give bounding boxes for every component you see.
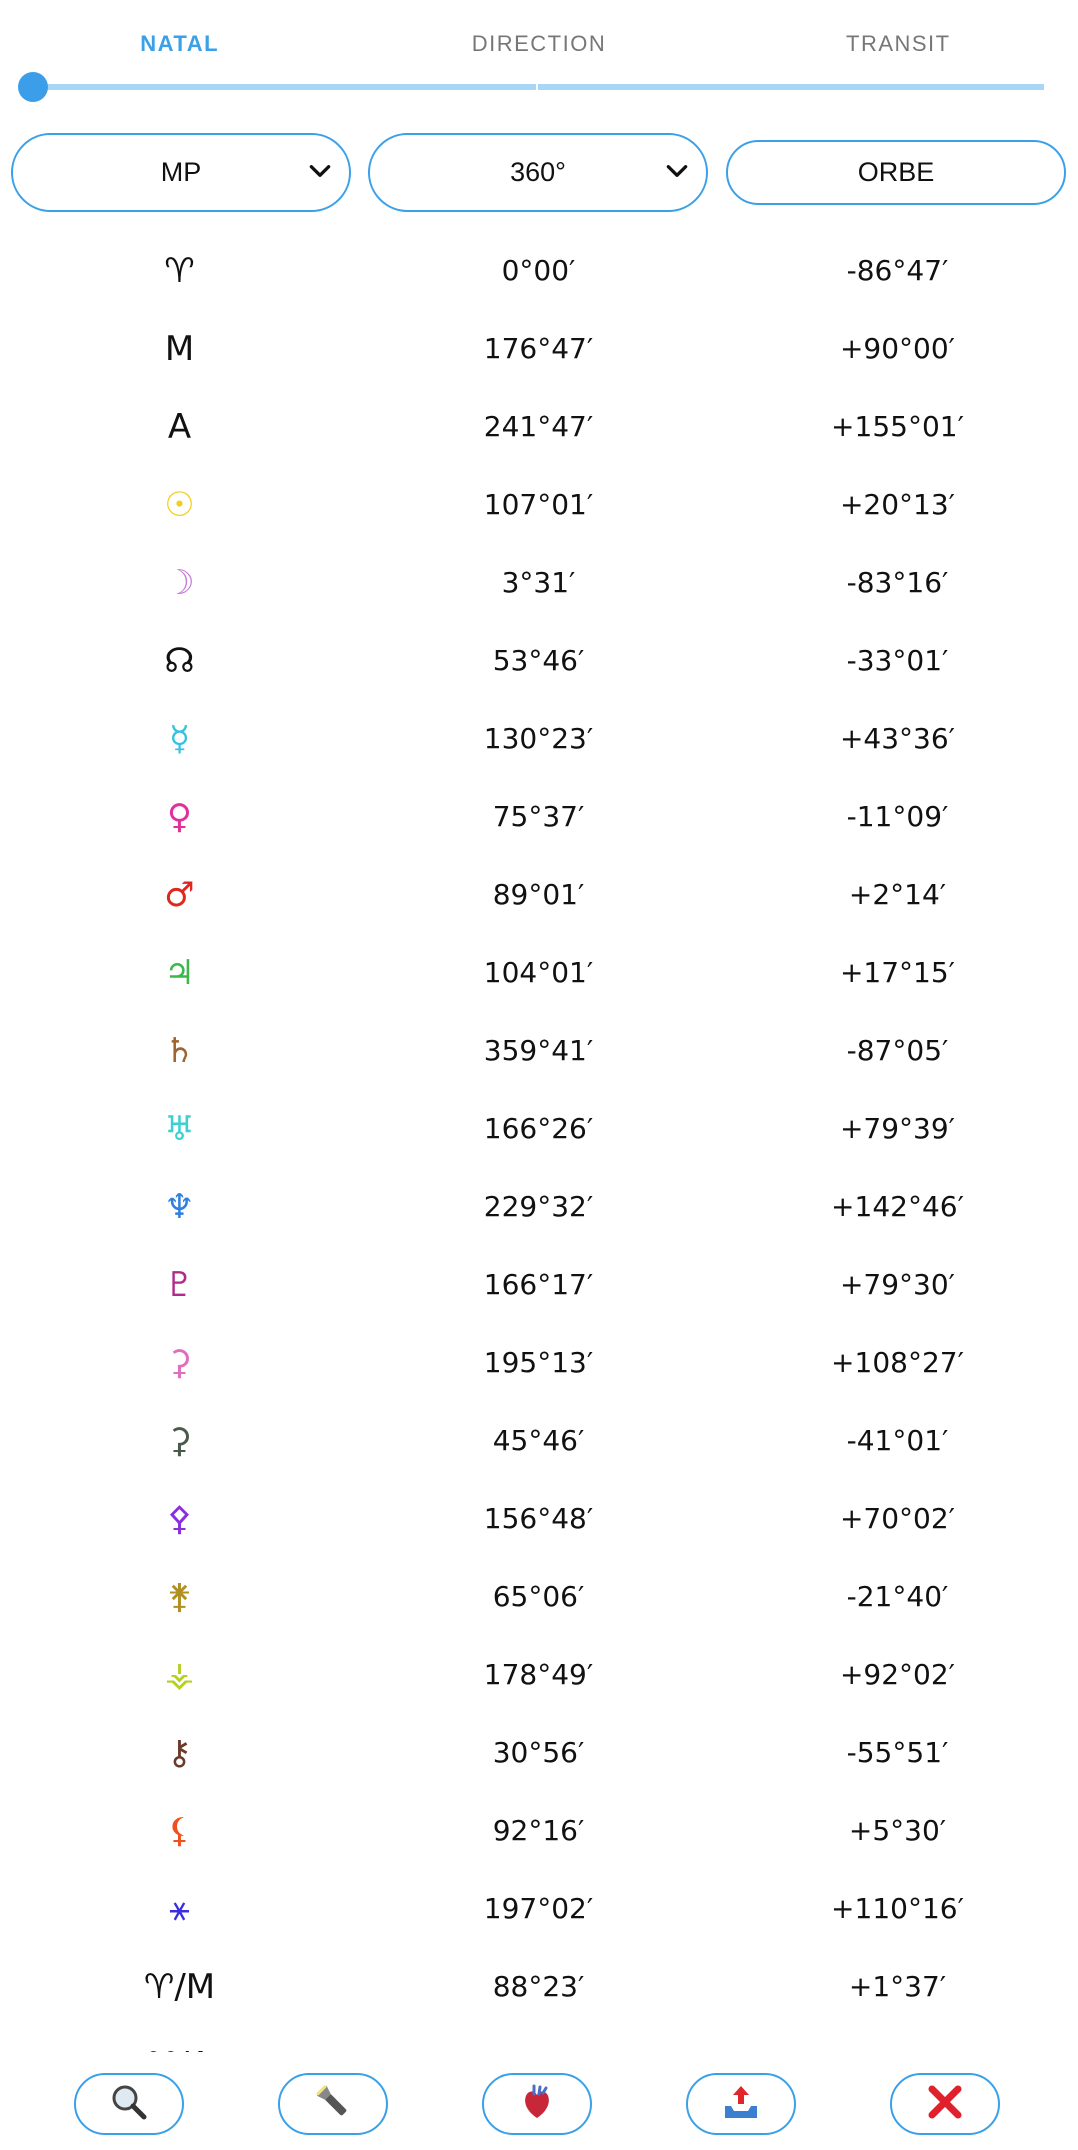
table-row[interactable] — [0, 934, 1078, 1012]
tab-direction[interactable]: DIRECTION — [471, 31, 607, 56]
table-row[interactable] — [0, 1324, 1078, 1402]
planet-symbol: ☊ — [164, 641, 195, 681]
orbe-value: +5°30′ — [848, 1814, 947, 1847]
planet-symbol: ⚷ — [167, 1733, 192, 1773]
orbe-value: +17°15′ — [839, 956, 956, 989]
orbe-value: -21°40′ — [846, 1580, 949, 1613]
table-row[interactable] — [0, 700, 1078, 778]
table-row[interactable] — [0, 1168, 1078, 1246]
table-row[interactable] — [0, 1480, 1078, 1558]
position-value: 166°26′ — [483, 1112, 594, 1145]
orbe-button[interactable] — [726, 140, 1066, 205]
planet-symbol: ☿ — [169, 719, 190, 759]
table-row[interactable] — [0, 1246, 1078, 1324]
table-row[interactable] — [0, 1636, 1078, 1714]
table-row[interactable] — [0, 1402, 1078, 1480]
position-value: 359°41′ — [483, 1034, 594, 1067]
slider-thumb[interactable] — [18, 72, 48, 102]
table-row[interactable] — [0, 1714, 1078, 1792]
planet-symbol: A — [167, 407, 192, 447]
position-value: 75°37′ — [492, 800, 585, 833]
planet-symbol: ♇ — [164, 1265, 195, 1305]
orbe-button-label: ORBE — [857, 157, 935, 187]
position-value: 130°23′ — [483, 722, 594, 755]
orbe-value: +90°00′ — [839, 332, 956, 365]
position-value: 89°01′ — [492, 878, 585, 911]
position-value: 229°32′ — [483, 1190, 594, 1223]
positions-table — [0, 232, 1078, 2052]
table-row[interactable] — [0, 1558, 1078, 1636]
tab-natal[interactable]: NATAL — [140, 31, 220, 56]
orbe-value: +79°39′ — [839, 1112, 956, 1145]
slider-tick — [1044, 84, 1046, 90]
position-value: 3°31′ — [501, 566, 576, 599]
orbe-value: -86°47′ — [846, 254, 949, 287]
position-value: 0°00′ — [501, 254, 576, 287]
position-value: 53°46′ — [492, 644, 585, 677]
flashlight-icon — [313, 2082, 353, 2126]
anatomical-heart-icon — [517, 2082, 557, 2126]
planet-symbol: ⚶ — [165, 1655, 194, 1695]
degrees-select-value: 360° — [510, 157, 566, 187]
export-button[interactable] — [686, 2073, 796, 2135]
planet-symbol: ☉ — [164, 485, 195, 525]
system-select-value: MP — [160, 157, 202, 187]
planet-symbol: ♈︎ — [164, 251, 195, 291]
position-value: 45°46′ — [492, 1424, 585, 1457]
degrees-select[interactable] — [368, 133, 708, 212]
position-value: 197°02′ — [483, 1892, 594, 1925]
position-value: 104°01′ — [483, 956, 594, 989]
orbe-value: +110°16′ — [831, 1892, 964, 1925]
table-row[interactable] — [0, 544, 1078, 622]
bottom-toolbar — [0, 2052, 1078, 2150]
planet-symbol: ♅ — [164, 1109, 195, 1149]
table-row[interactable] — [0, 388, 1078, 466]
table-row[interactable] — [0, 1870, 1078, 1948]
planet-symbol: ⚴ — [167, 1499, 192, 1539]
orbe-value: +108°27′ — [831, 1346, 964, 1379]
planet-symbol: ⚹ — [169, 1889, 190, 1929]
planet-symbol: ♃ — [164, 953, 195, 993]
table-row[interactable] — [0, 1948, 1078, 2026]
table-row[interactable] — [0, 1792, 1078, 1870]
position-value: 166°17′ — [483, 1268, 594, 1301]
planet-symbol: ♄ — [164, 1031, 195, 1071]
tab-transit[interactable]: TRANSIT — [846, 31, 951, 56]
outbox-tray-icon — [721, 2082, 761, 2126]
red-x-icon — [925, 2082, 965, 2126]
position-value: 195°13′ — [483, 1346, 594, 1379]
orbe-value: +43°36′ — [839, 722, 956, 755]
orbe-value: -55°51′ — [846, 1736, 949, 1769]
orbe-value: -11°09′ — [846, 800, 949, 833]
planet-symbol: ⚳ — [167, 1343, 192, 1383]
position-value: 107°01′ — [483, 488, 594, 521]
slider-tick — [536, 84, 538, 90]
table-row[interactable] — [0, 1090, 1078, 1168]
table-row[interactable] — [0, 622, 1078, 700]
chevron-down-icon — [664, 158, 690, 184]
orbe-value: -41°01′ — [846, 1424, 949, 1457]
table-row[interactable] — [0, 1012, 1078, 1090]
planet-symbol: ☽ — [164, 563, 195, 603]
orbe-value: -83°16′ — [846, 566, 949, 599]
table-row[interactable] — [0, 466, 1078, 544]
position-value: 65°06′ — [492, 1580, 585, 1613]
planet-symbol: ♆ — [164, 1187, 195, 1227]
table-row[interactable] — [0, 232, 1078, 310]
position-value: 156°48′ — [483, 1502, 594, 1535]
slider-track — [32, 84, 1046, 90]
table-row[interactable] — [0, 778, 1078, 856]
position-value: 88°23′ — [492, 1970, 585, 2003]
tab-bar — [0, 0, 1078, 80]
flashlight-button[interactable] — [278, 2073, 388, 2135]
orbe-value: +1°37′ — [848, 1970, 947, 2003]
heart-button[interactable] — [482, 2073, 592, 2135]
chevron-down-icon — [307, 158, 333, 184]
planet-symbol: ♈︎/M — [143, 1967, 216, 2007]
position-value: 241°47′ — [483, 410, 594, 443]
position-value: 176°47′ — [483, 332, 594, 365]
planet-symbol: ⚳ — [167, 1421, 192, 1461]
system-select[interactable] — [11, 133, 351, 212]
orbe-value: -87°05′ — [846, 1034, 949, 1067]
planet-symbol: M — [164, 329, 195, 369]
orbe-value: +155°01′ — [831, 410, 964, 443]
planet-symbol: ♀ — [167, 797, 192, 837]
search-button[interactable] — [74, 2073, 184, 2135]
close-button[interactable] — [890, 2073, 1000, 2135]
orbe-value: +2°14′ — [848, 878, 947, 911]
orbe-value: +92°02′ — [839, 1658, 956, 1691]
planet-symbol: ⚸ — [167, 1811, 192, 1851]
planet-symbol: ♂ — [164, 875, 195, 915]
planet-symbol: ⚵ — [167, 1577, 192, 1617]
magnifying-glass-icon — [109, 2082, 149, 2126]
orbe-value: -33°01′ — [846, 644, 949, 677]
orbe-value: +142°46′ — [831, 1190, 964, 1223]
position-value: 178°49′ — [483, 1658, 594, 1691]
table-row[interactable] — [0, 856, 1078, 934]
position-value: 30°56′ — [492, 1736, 585, 1769]
position-value: 92°16′ — [492, 1814, 585, 1847]
tab-slider[interactable] — [18, 70, 1046, 106]
orbe-value: +79°30′ — [839, 1268, 956, 1301]
orbe-value: +70°02′ — [839, 1502, 956, 1535]
orbe-value: +20°13′ — [839, 488, 956, 521]
table-row[interactable] — [0, 310, 1078, 388]
